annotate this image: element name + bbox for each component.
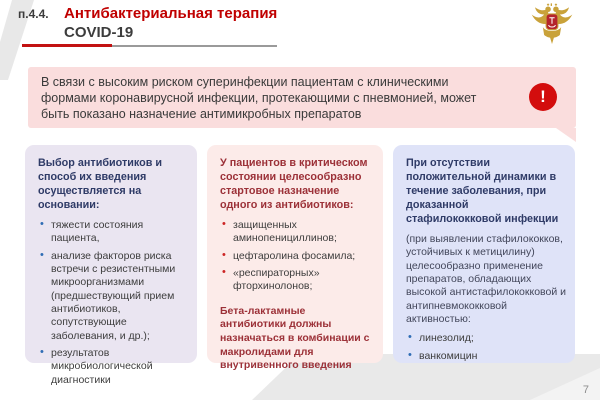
page-title-line1: Антибактериальная терапия: [64, 5, 278, 22]
card-no-improvement: [393, 145, 575, 363]
card-footer-note: Бета-лактамные антибиотики должны назначаться в комбинации с макролидами для внутривенного введения: [220, 304, 370, 372]
section-number: п.4.4.: [18, 7, 49, 21]
alert-banner: [28, 67, 576, 128]
card-body-text: (при выявлении стафилококков, устойчивых к метицилину) целесообразно применение препаратов, обладающих высокой антистафилококковой и антипневмококковой активностью:: [406, 233, 566, 326]
card-antibiotic-choice: [25, 145, 197, 386]
ministry-emblem-icon: [531, 3, 573, 47]
title-underline-gray: [112, 45, 277, 47]
bullet-item: • результатов микробиологической диагностики: [51, 347, 188, 387]
card-critical-patients: [207, 145, 383, 372]
bullet-list: [406, 332, 566, 363]
card-heading: При отсутствии положительной динамики в течение заболевания, при доказанной стафилококковой инфекции: [406, 157, 559, 226]
exclamation-icon: !: [529, 83, 557, 111]
bullet-item: • защищенных аминопенициллинов;: [233, 219, 374, 246]
page-title: [64, 5, 277, 43]
title-underline-red: [22, 44, 112, 47]
bullet-item: • тяжести состояния пациента,: [51, 219, 188, 246]
alert-banner-tail: [556, 128, 576, 142]
bullet-item: • анализе факторов риска встречи с резистентными микроорганизмами (предшествующий прием антибиотиков, сопутствующие заболевания, и др.);: [51, 250, 188, 343]
bullet-item: • ванкомицин: [419, 350, 566, 363]
card-heading: Выбор антибиотиков и способ их введения осуществляется на основании:: [38, 157, 163, 212]
bullet-item: • цефтаролина фосамила;: [233, 250, 374, 263]
bullet-item: • линезолид;: [419, 332, 566, 345]
page-number: 7: [582, 384, 589, 396]
bullet-item: • «респираторных» фторхинолонов;: [233, 267, 374, 294]
card-heading: У пациентов в критическом состоянии целесообразно стартовое назначение одного из антибиотиков:: [220, 157, 368, 212]
bullet-list: [38, 219, 188, 387]
page-title-line2: COVID-19: [64, 23, 134, 41]
bullet-list: [220, 219, 374, 294]
alert-banner-text: В связи с высоким риском суперинфекции пациентам с клиническими формами коронавирусной инфекции, протекающими с пневмонией, может быть показано назначение антимикробных препаратов: [41, 75, 477, 121]
